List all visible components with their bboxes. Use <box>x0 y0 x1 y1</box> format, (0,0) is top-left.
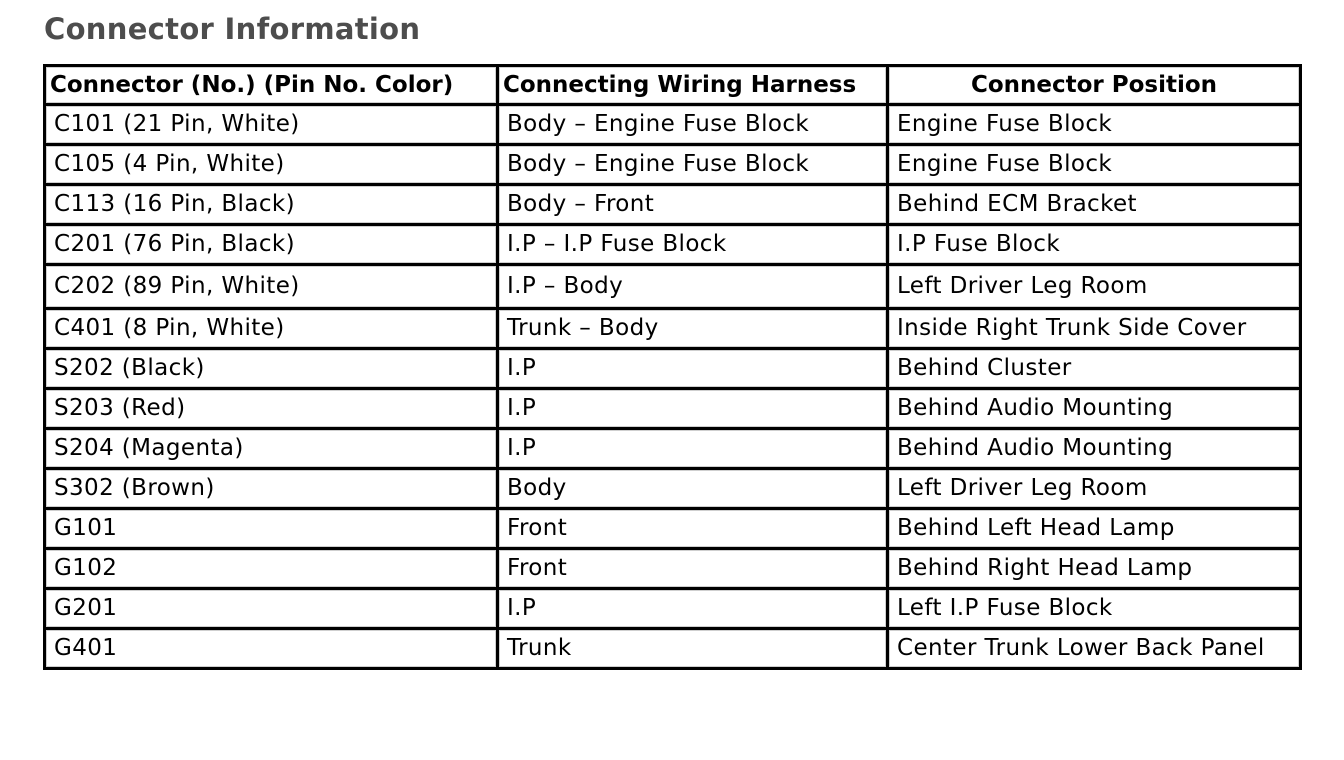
column-header-wiring-harness: Connecting Wiring Harness <box>498 66 888 105</box>
cell-connector-position: Behind Cluster <box>888 349 1301 389</box>
table-row <box>45 105 1301 145</box>
page-title: Connector Information <box>44 12 421 46</box>
cell-connector: S203 (Red) <box>45 389 498 429</box>
cell-connector-position: Engine Fuse Block <box>888 105 1301 145</box>
cell-connector-position: Left Driver Leg Room <box>888 469 1301 509</box>
cell-connector: C202 (89 Pin, White) <box>45 265 498 309</box>
table-row <box>45 549 1301 589</box>
cell-connector-position: Center Trunk Lower Back Panel <box>888 629 1301 669</box>
cell-wiring-harness: Front <box>498 509 888 549</box>
cell-connector-position: Left I.P Fuse Block <box>888 589 1301 629</box>
cell-wiring-harness: Body – Engine Fuse Block <box>498 145 888 185</box>
table-row <box>45 225 1301 265</box>
cell-connector: G101 <box>45 509 498 549</box>
cell-wiring-harness: Front <box>498 549 888 589</box>
cell-connector-position: Behind Right Head Lamp <box>888 549 1301 589</box>
cell-connector: C101 (21 Pin, White) <box>45 105 498 145</box>
column-header-connector: Connector (No.) (Pin No. Color) <box>45 66 498 105</box>
cell-wiring-harness: I.P <box>498 389 888 429</box>
table-row <box>45 389 1301 429</box>
table-row <box>45 589 1301 629</box>
cell-connector-position: Engine Fuse Block <box>888 145 1301 185</box>
cell-connector: C401 (8 Pin, White) <box>45 309 498 349</box>
cell-connector: S204 (Magenta) <box>45 429 498 469</box>
cell-connector: C113 (16 Pin, Black) <box>45 185 498 225</box>
table-row <box>45 509 1301 549</box>
table-row <box>45 469 1301 509</box>
cell-connector-position: I.P Fuse Block <box>888 225 1301 265</box>
cell-connector: S302 (Brown) <box>45 469 498 509</box>
cell-wiring-harness: I.P <box>498 349 888 389</box>
table-row <box>45 429 1301 469</box>
cell-connector-position: Left Driver Leg Room <box>888 265 1301 309</box>
cell-wiring-harness: Body <box>498 469 888 509</box>
cell-wiring-harness: I.P <box>498 589 888 629</box>
table-row <box>45 309 1301 349</box>
table-row <box>45 349 1301 389</box>
table-row <box>45 185 1301 225</box>
cell-wiring-harness: Body – Engine Fuse Block <box>498 105 888 145</box>
table-row <box>45 629 1301 669</box>
cell-connector: S202 (Black) <box>45 349 498 389</box>
table-row <box>45 145 1301 185</box>
cell-connector: G401 <box>45 629 498 669</box>
cell-connector: G201 <box>45 589 498 629</box>
connector-table <box>43 64 1302 670</box>
cell-wiring-harness: Body – Front <box>498 185 888 225</box>
cell-wiring-harness: Trunk <box>498 629 888 669</box>
cell-connector-position: Behind ECM Bracket <box>888 185 1301 225</box>
cell-wiring-harness: I.P <box>498 429 888 469</box>
cell-connector: G102 <box>45 549 498 589</box>
cell-wiring-harness: Trunk – Body <box>498 309 888 349</box>
cell-connector: C105 (4 Pin, White) <box>45 145 498 185</box>
column-header-connector-position: Connector Position <box>888 66 1301 105</box>
table-row <box>45 265 1301 309</box>
cell-connector-position: Inside Right Trunk Side Cover <box>888 309 1301 349</box>
cell-connector-position: Behind Audio Mounting <box>888 389 1301 429</box>
cell-connector: C201 (76 Pin, Black) <box>45 225 498 265</box>
cell-connector-position: Behind Audio Mounting <box>888 429 1301 469</box>
table-header-row <box>45 66 1301 105</box>
cell-wiring-harness: I.P – Body <box>498 265 888 309</box>
cell-wiring-harness: I.P – I.P Fuse Block <box>498 225 888 265</box>
cell-connector-position: Behind Left Head Lamp <box>888 509 1301 549</box>
